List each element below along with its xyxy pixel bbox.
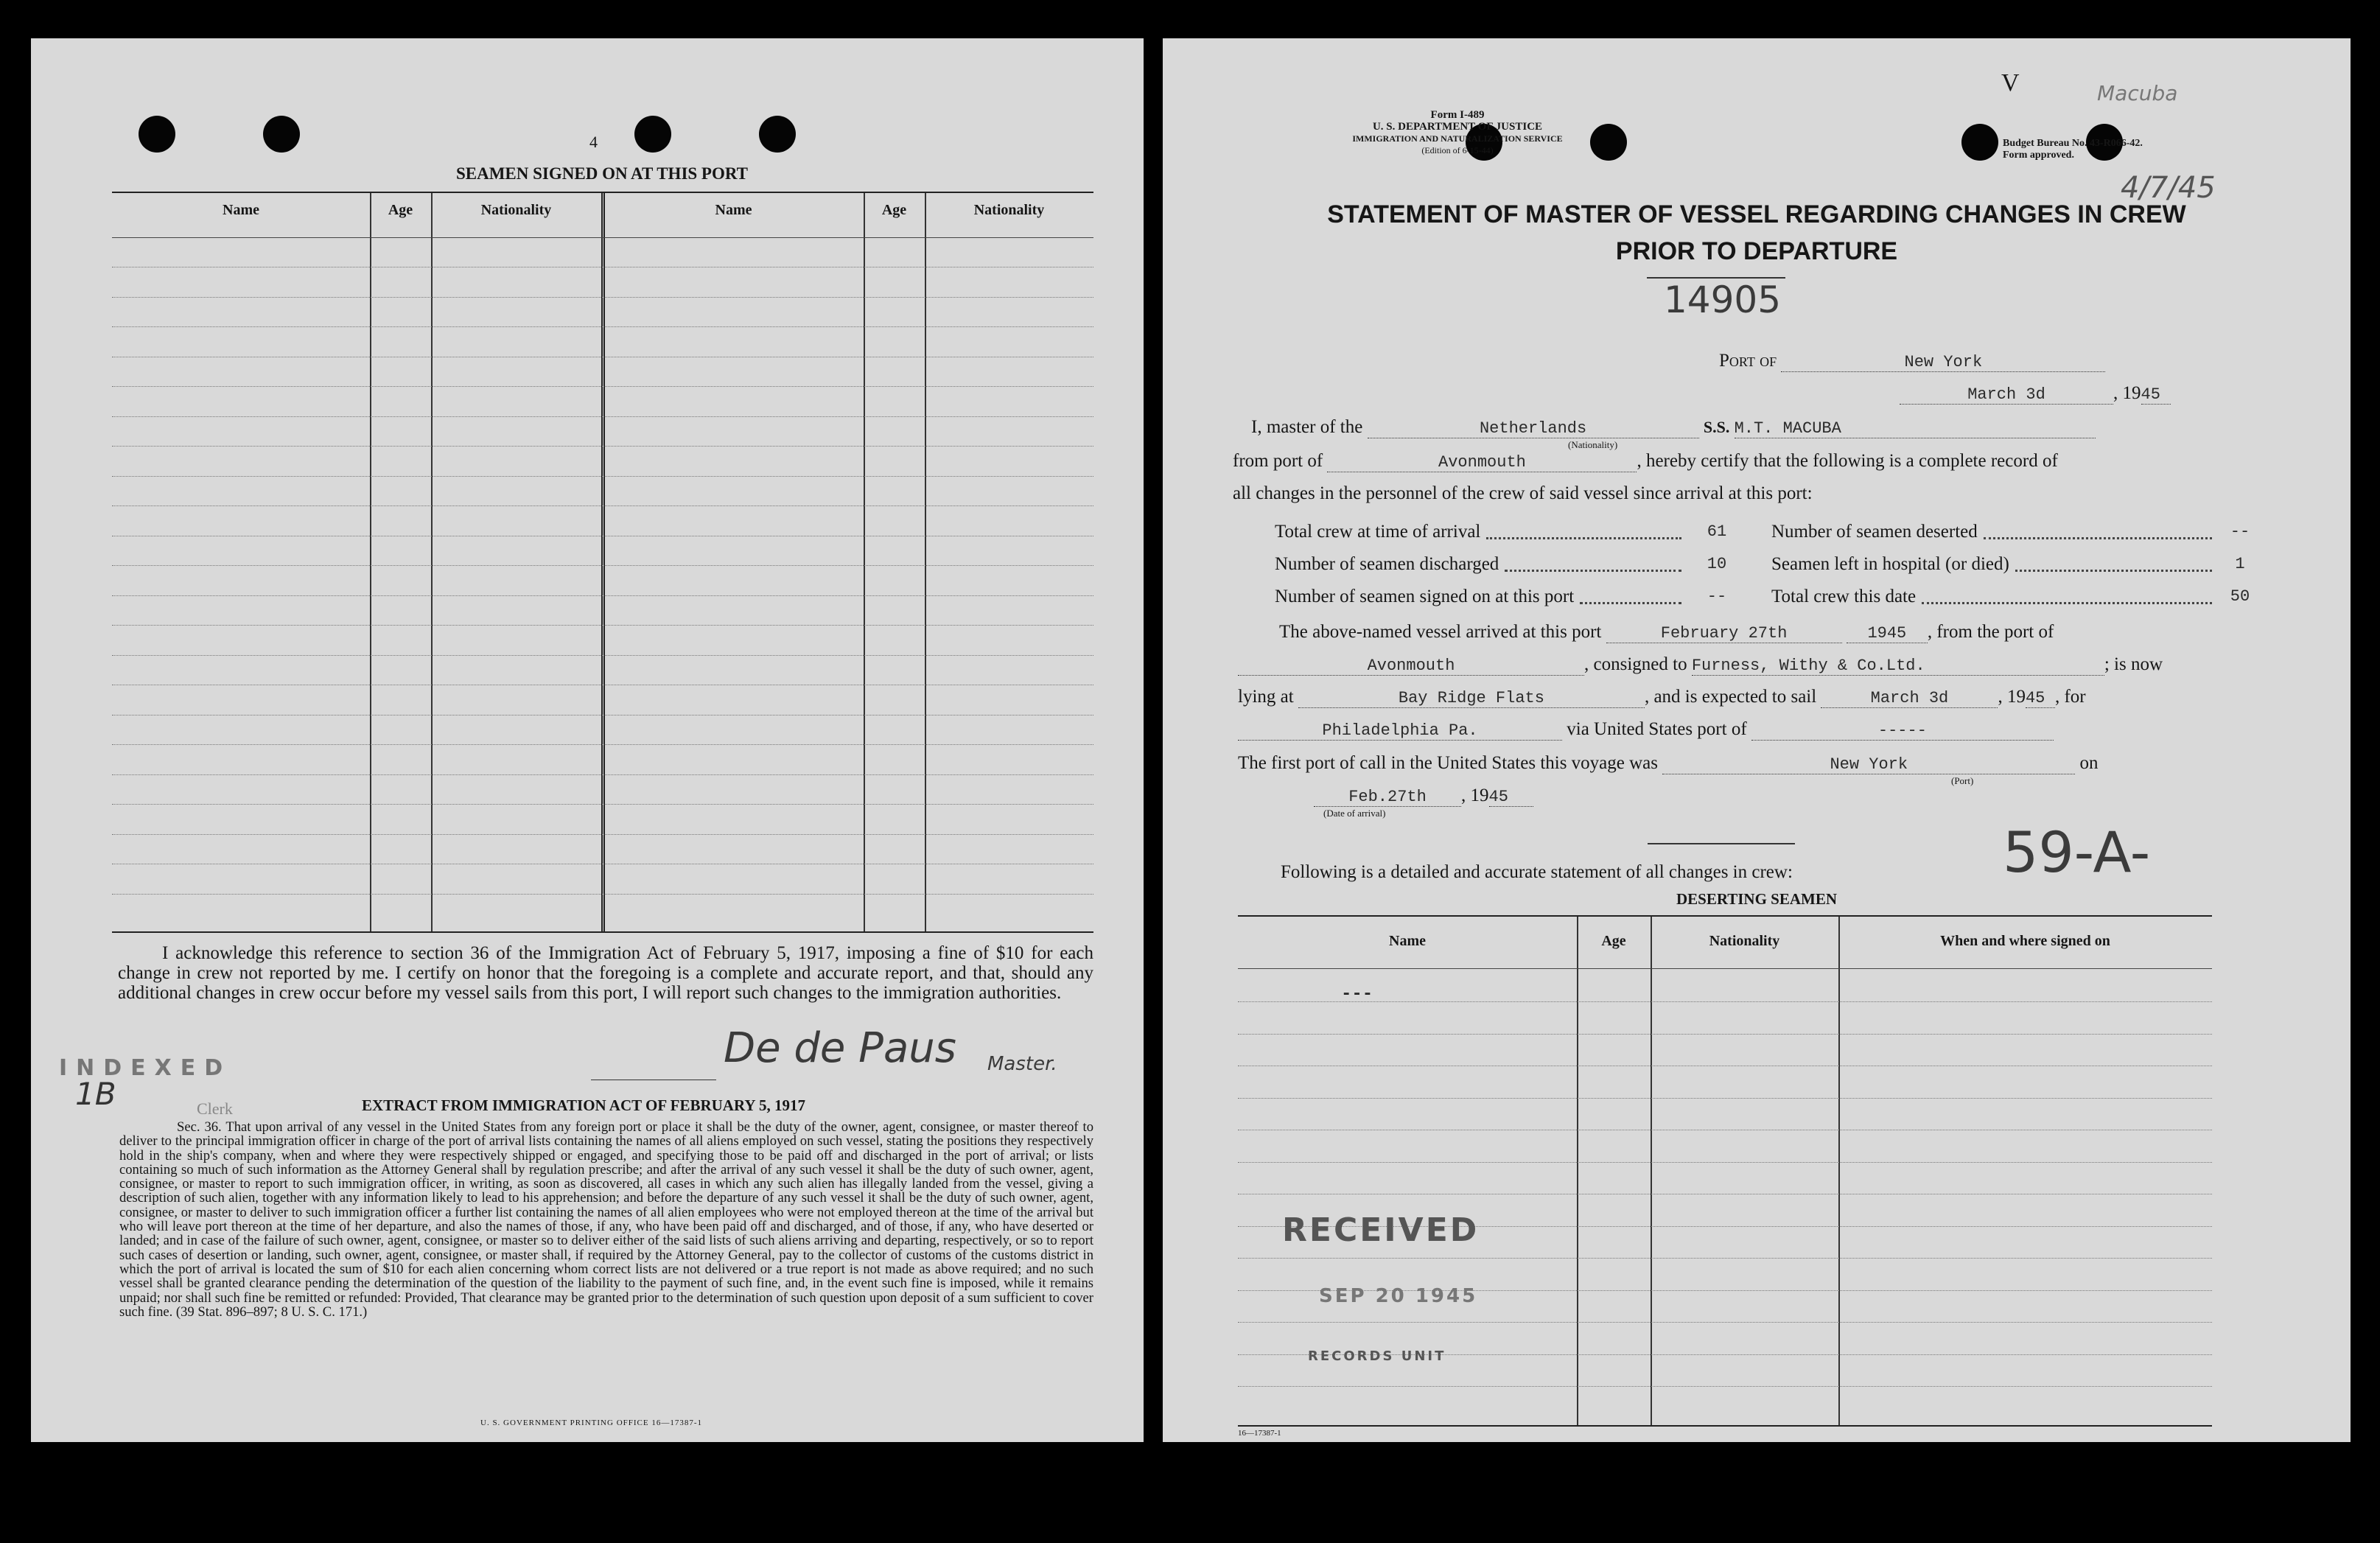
arrival-date: Feb.27th bbox=[1314, 788, 1461, 807]
punch-hole bbox=[759, 116, 796, 153]
all-changes-text: all changes in the personnel of the crew of said vessel since arrival at this port: bbox=[1233, 483, 1813, 503]
master-signature: De de Paus bbox=[724, 1024, 956, 1072]
arrival-year: 45 bbox=[1489, 788, 1533, 807]
master-of-label: I, master of the bbox=[1251, 417, 1363, 437]
stats-left: Total crew at time of arrival 61 Number of seamen discharged 10 Number of seamen signed on at this port -- bbox=[1275, 516, 1746, 613]
file-number: 14905 bbox=[1664, 279, 1782, 321]
date-value: March 3d bbox=[1900, 385, 2113, 405]
col-header-nationality: Nationality bbox=[480, 202, 552, 218]
seamen-discharged: 10 bbox=[1707, 555, 1727, 573]
form-header bbox=[1163, 109, 1752, 156]
table-row bbox=[112, 297, 1093, 298]
table-row bbox=[112, 834, 1093, 835]
stamp-unit: RECORDS UNIT bbox=[1308, 1348, 1446, 1364]
col-header-age: Age bbox=[388, 202, 413, 218]
table-row bbox=[112, 744, 1093, 745]
date-caption: (Date of arrival) bbox=[1323, 808, 1386, 819]
table-row bbox=[1238, 1001, 2212, 1002]
total-crew-date: 50 bbox=[2230, 587, 2250, 606]
table-row bbox=[112, 625, 1093, 626]
corner-number: 4/7/45 bbox=[2121, 171, 2216, 205]
form-id: Form I-489 bbox=[1430, 109, 1485, 121]
arrived-date: February 27th bbox=[1606, 624, 1842, 643]
table-row bbox=[112, 804, 1093, 805]
consignee: Furness, Withy & Co.Ltd. bbox=[1692, 657, 2104, 676]
deserting-entry: --- bbox=[1341, 984, 1373, 1004]
seamen-hospital: 1 bbox=[2235, 555, 2245, 573]
col-header-name: Name bbox=[715, 202, 752, 218]
table-row bbox=[1238, 1098, 2212, 1099]
table-row bbox=[112, 416, 1093, 417]
col-header-name: Name bbox=[223, 202, 259, 218]
check-mark: V bbox=[2001, 69, 2020, 97]
col-header-nationality: Nationality bbox=[1709, 933, 1780, 949]
clerk-stamp: Clerk bbox=[197, 1099, 233, 1118]
table-row bbox=[112, 476, 1093, 477]
table-row bbox=[112, 505, 1093, 506]
form-code: 16—17387-1 bbox=[1238, 1429, 1281, 1438]
col-header-age: Age bbox=[881, 202, 907, 218]
arrived-year: 1945 bbox=[1847, 624, 1928, 643]
printer-imprint: U. S. GOVERNMENT PRINTING OFFICE 16—17387-1 bbox=[480, 1418, 703, 1427]
from-port-value: Avonmouth bbox=[1327, 453, 1637, 472]
service: IMMIGRATION AND NATURALIZATION SERVICE bbox=[1352, 133, 1563, 144]
initials: 1B bbox=[75, 1076, 116, 1112]
table-row bbox=[1238, 1386, 2212, 1387]
right-page: Form I-489 U. S. DEPARTMENT OF JUSTICE IMMIGRATION AND NATURALIZATION SERVICE (Edition of 6-15-44) V Budget Bureau No. 43-R066-42. Form approved. Macuba 4/7/45 STATEMENT OF MASTER OF VESSEL REGARDING CHANGES IN CREW PRIOR TO DEPARTURE 14905 Port of New York March 3d , 1945 I, master of the Netherlands S.S. M.T. MACUBA (Nationality) from port of Avonmouth , hereby certify that the following is a complete record of all changes in the personnel of the crew of said vessel since arrival at this port: Total crew at time of arrival 61 Number of seamen discharged 10 Number of seamen signed on at this port -- Number of seamen deserted -- Seamen left in hospital (or died) 1 Total crew this date 50 The above-named vessel arrived at this port February 27th 1945 , from the port of Avonmouth , consigned to Furness, Withy & Co.Ltd. ; is now lying at Bay Ridge Flats , and is expected to sail March 3d , 1945 , for Philadelphia Pa. via United States port of ----- The first port of call in the United States this voyage was New York on (Port) Feb.27th , 1945 (Date of arrival) Following is a detailed and accurate statement of all changes in crew: 59-A- DESERTING SEAMEN Name Age Nationality When and where signed on --- RECEIVED SEP 20 1945 RECORDS UNIT 16—17387-1 bbox=[1163, 38, 2351, 1442]
year-value: 45 bbox=[2141, 385, 2171, 405]
edition: (Edition of 6-15-44) bbox=[1421, 145, 1494, 155]
table-row bbox=[112, 595, 1093, 596]
form-title: STATEMENT OF MASTER OF VESSEL REGARDING CHANGES IN CREW bbox=[1327, 200, 2186, 228]
lying-at-value: Bay Ridge Flats bbox=[1298, 689, 1645, 708]
table-row bbox=[112, 565, 1093, 566]
nationality-value: Netherlands bbox=[1368, 419, 1699, 438]
case-number: 59-A- bbox=[2003, 819, 2151, 885]
punch-hole bbox=[139, 116, 175, 153]
sail-year: 45 bbox=[2026, 689, 2055, 708]
page-number: 4 bbox=[589, 133, 598, 151]
budget-info: Budget Bureau No. 43-R066-42. Form approved. bbox=[2003, 138, 2143, 161]
nationality-caption: (Nationality) bbox=[1568, 439, 1618, 450]
table-row bbox=[1238, 1162, 2212, 1163]
seamen-signed-on-table bbox=[112, 192, 1093, 933]
via-port: ----- bbox=[1751, 721, 2054, 741]
table-row bbox=[112, 894, 1093, 895]
table-row bbox=[1238, 1258, 2212, 1259]
port-caption: (Port) bbox=[1951, 775, 1974, 786]
sail-date: March 3d bbox=[1821, 689, 1998, 708]
deserting-title: DESERTING SEAMEN bbox=[1676, 890, 1838, 908]
acknowledgment-text: I acknowledge this reference to section 36 of the Immigration Act of February 5, 1917, imposing a fine of $10 for each change in crew not reported by me. I certify on honor that the foregoing is a complete and accurate report, and that, should any additional changes in crew occur before my vessel sails from this port, I will report such changes to the immigration authorities. bbox=[118, 943, 1093, 1003]
col-header-name: Name bbox=[1389, 933, 1426, 949]
left-page bbox=[31, 38, 1144, 1442]
following-text: Following is a detailed and accurate statement of all changes in crew: bbox=[1281, 862, 1793, 882]
table-row bbox=[112, 386, 1093, 387]
master-label: Master. bbox=[987, 1053, 1057, 1075]
first-port-value: New York bbox=[1662, 755, 2075, 774]
department: U. S. DEPARTMENT OF JUSTICE bbox=[1372, 121, 1543, 133]
punch-hole bbox=[634, 116, 671, 153]
corner-handwriting: Macuba bbox=[2097, 81, 2178, 105]
extract-text: Sec. 36. That upon arrival of any vessel in the United States from any foreign port or place it shall be the duty of the owner, agent, consignee, or master thereof to deliver to the principal immigration officer in charge of the port of arrival lists containing the names of all aliens employed on such vessel, stating the positions they respectively hold in the ship's company, when and where they were respectively shipped or engaged, and specifying those to be paid off and discharged in the port of arrival; or lists containing so much of such information as the Attorney General shall by regulation prescribe; and after the arrival of any such vessel it shall be the duty of such owner, agent, consignee, or master to report to such immigration officer, in writing, as soon as discovered, all cases in which any such alien has illegally landed from the vessel, giving a description of such alien, together with any information likely to lead to his apprehension; and before the departure of any such vessel it shall be the duty of such owner, agent, consignee, or master to deliver to such immigration officer a further list containing the names of all alien employees who were not employed thereon at the time of the arrival but who will leave port thereon at the time of her departure, and also the names of those, if any, who have been paid off and discharged, and of those, if any, who have deserted or landed; and in case of the failure of such owner, agent, consignee, or master so to deliver either of the said lists of such aliens arriving and departing, respectively, or so to report such cases of desertion or landing, such owner, agent, consignee, or master shall, if required by the Attorney General, pay to the collector of customs of the customs district in which the port of arrival is located the sum of $10 for each alien concerning whom correct lists are not delivered or a true report is not made as above required; and no such vessel shall be granted clearance pending the determination of the question of the liability to the payment of such fine, and, in the event such fine is imposed, while it remains unpaid; nor shall such fine be remitted or refunded: Provided, That clearance may be granted prior to the determination of such question upon deposit of a sum sufficient to cover such fine. (39 Stat. 896–897; 8 U. S. C. 171.) bbox=[119, 1119, 1093, 1320]
col-header-nationality: Nationality bbox=[973, 202, 1045, 218]
stamp-date: SEP 20 1945 bbox=[1319, 1285, 1478, 1307]
col-header-age: Age bbox=[1601, 933, 1626, 949]
from-port-label: from port of bbox=[1233, 451, 1323, 471]
table-row bbox=[1238, 1034, 2212, 1035]
punch-hole bbox=[1961, 124, 1998, 161]
deserting-seamen-table bbox=[1238, 915, 2212, 1427]
table-row bbox=[112, 655, 1093, 656]
form-subtitle: PRIOR TO DEPARTURE bbox=[1615, 237, 1898, 265]
total-crew-arrival: 61 bbox=[1707, 522, 1727, 541]
table-row bbox=[112, 326, 1093, 327]
table-row bbox=[112, 446, 1093, 447]
punch-hole bbox=[263, 116, 300, 153]
table-title: SEAMEN SIGNED ON AT THIS PORT bbox=[455, 164, 749, 183]
stats-right: Number of seamen deserted -- Seamen left in hospital (or died) 1 Total crew this date 50 bbox=[1771, 516, 2262, 613]
table-row bbox=[1238, 1322, 2212, 1323]
table-row bbox=[112, 774, 1093, 775]
destination: Philadelphia Pa. bbox=[1238, 721, 1562, 741]
received-stamp: RECEIVED bbox=[1282, 1211, 1480, 1249]
indexed-stamp: INDEXED bbox=[59, 1055, 232, 1081]
origin-port: Avonmouth bbox=[1238, 657, 1584, 676]
port-value: New York bbox=[1781, 353, 2105, 372]
port-label: Port of bbox=[1719, 351, 1777, 371]
seamen-signed-on: -- bbox=[1707, 587, 1727, 606]
ship-name: M.T. MACUBA bbox=[1735, 419, 2096, 438]
col-header-when-where: When and where signed on bbox=[1940, 933, 2110, 949]
seamen-deserted: -- bbox=[2230, 522, 2250, 541]
extract-title: EXTRACT FROM IMMIGRATION ACT OF FEBRUARY 5, 1917 bbox=[361, 1096, 806, 1114]
